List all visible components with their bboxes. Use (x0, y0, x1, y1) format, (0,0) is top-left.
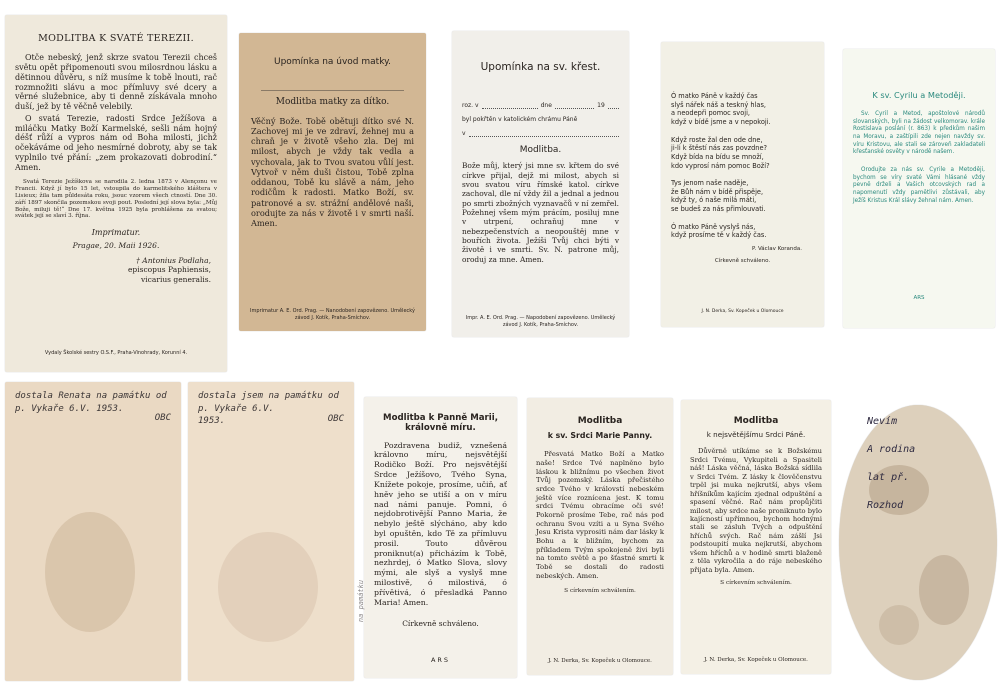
prayer-text: Důvěrně utíkáme se k Božskému Srdci Tvému, Vykupiteli a Spasiteli náš! Láska věčná, láska Božská sídlila v Srdci Tvém. Z lásky k člověčenstvu trpěl jsi muka nejkrutší, abys všem hříšníkům kajícím zjednal odpuštění a spasení věčné. Rač nám propůjčiti milost, aby srdce naše proniknuto bylo kajícností upřímnou, bychom hodnými stali se zásluh Tvých a odpuštění hříchů svých. Rač nám zášlí Jsi podstoupití muka nejkrutší, abychom všem hříchů a v hodině smrti blaženě z těla vykročila a do ráje nebeského přijata byla. Amen. (690, 447, 822, 574)
card-footer: J. N. Derka, Sv. Kopeček u Olomouce. (704, 656, 808, 663)
signature-block (15, 256, 211, 284)
poem-author: P. Václav Koranda. (751, 245, 802, 252)
approval-note: Církevně schváleno. (714, 257, 771, 264)
prayer-text: Bože můj, který jsi mne sv. křtem do své církve přijal, dejž mi milost, abych si svou svatou víru římské katol. církve zachoval, dle ní vždy žil a jednal a jednou po smrti zbožných vyznavačů v ní zemřel. Požehnej všem mým prácím, posiluj mne v utrpení, ochraňuj mne v nebezpečenstvích a neopouštěj mne v bouřích života. Ježíši Tvůj chci býti v životě i ve smrti. Sv. N. patrone můj, oroduj za mne. Amen. (462, 161, 619, 264)
divider (261, 90, 404, 91)
record-label: dne (540, 101, 552, 109)
record-label: 19 (597, 101, 605, 109)
card-sacred-heart-prayer (681, 400, 831, 674)
record-line (462, 130, 619, 137)
handwritten-note: dostala jsem na památku od p. Vykaře 6.V. 1953. (198, 391, 339, 427)
card-footer: J. N. Derka, Sv. Kopeček u Olomouce. (548, 657, 652, 664)
card-heart-of-mary-prayer (527, 398, 673, 675)
handwritten-initials: OBC (327, 413, 344, 424)
side-handwritten-note: na památku (357, 579, 366, 623)
card-footer: Impr. A. E. Ord. Prag. — Napodobení zapovězeno. Umělecký závod J. Kotík, Praha-Smíchov. (465, 315, 616, 328)
card-back-handwritten (188, 382, 354, 681)
approval-note: Církevně schváleno. (402, 619, 479, 629)
card-title: Modlitba (577, 416, 623, 426)
card-title: K sv. Cyrilu a Metoději. (872, 90, 966, 100)
history-text: Sv. Cyril a Metod, apoštolové národů slovanských, byli na žádost velkomorav. krále Rostislava poslání (r. 863) k předkům našim na Moravu, a zaštípili zde nejen navždy sv. víru Kristovu, ale stali se zároveň zakladateli křesťanské osvěty v národě našem. (853, 110, 985, 156)
card-footer: ARS (913, 294, 925, 301)
record-line: byl pokřtěn v katolickém chrámu Páně (462, 115, 578, 123)
imprimatur: Imprimatur. (91, 228, 141, 238)
biography-text: Svatá Terezie Ježíškova se narodila 2. ledna 1873 v Alençonu ve Francii. Když jí bylo 15 let, vstoupila do karmelitského kláštera v Lisieux; žila tam půldesáta roku, jsouc vzorem všech ctností. Dne 30. září 1897 skončila pozemskou svoji pout. Poslední její slova byla: „Můj Bože, miluji tě!“ Dne 17. května 1925 byla prohlášena za svatou; svátek její se slaví 3. října. (15, 179, 217, 220)
handwritten-initials: OBC (154, 413, 171, 424)
handwritten-note: dostala Renata na památku od p. Vykaře 6.V. 1953. (15, 391, 167, 414)
card-marian-poem (661, 42, 824, 327)
card-prayer-st-theresa (5, 15, 227, 372)
place-date: Pragae, 20. Maii 1926. (72, 240, 160, 250)
approval-note: S církevním schválením. (720, 580, 792, 586)
card-title: MODLITBA K SVATÉ TEREZII. (38, 33, 194, 44)
card-cyril-methodius (843, 49, 995, 328)
card-queen-of-peace-prayer (357, 397, 517, 678)
card-mothers-prayer (239, 33, 426, 331)
card-subtitle: k sv. Srdci Marie Panny. (547, 430, 653, 440)
paper-stain (919, 555, 969, 625)
prayer-text: Orodujte za nás sv. Cyrile a Metoději, bychom se víry svaté Vámi hlásané vždy pevně drželi a Vašich otcovských rad a napomenutí vždy pamětlivi zůstávali, aby Ježíš Kristus Král slávy žehnal nám. Amen. (853, 166, 985, 204)
prayer-text: O svatá Terezie, radosti Srdce Ježíšova a miláčku Matky Boží Karmelské, sešli nám hojný déšť růží a vypros nám od Boha milosti, jichž očekáváme od jeho nesmírné dobroty, aby se tak vyplnilo tvé přání: „zem prokazovati dobrodiní.“ Amen. (15, 113, 217, 172)
card-footer: Imprimatur A. E. Ord. Prag. — Nanodobení zapovězeno. Umělecký závod J. Kotík, Praha-Smíchov. (250, 308, 415, 321)
record-label: v (462, 129, 466, 137)
signature-line: episcopus Paphiensis, (127, 265, 211, 275)
card-footer: J. N. Derka, Sv. Kopeček u Olomouce (701, 309, 784, 315)
card-header: Upomínka na úvod matky. (273, 57, 391, 67)
card-footer: Vydaly Školské sestry O.S.F., Praha-Vinohrady, Korunní 4. (44, 349, 188, 356)
prayer-text: Věčný Bože. Tobě obětuji dítko své N. Zachovej mi je ve zdraví, žehnej mu a chraň je v životě všeho zla. Dej mi milost, abych je vždy tak vedla a vychovala, jak to Tvou svatou vůlí jest. Vytvoř v něm duši čistou, Tobě zplna oddanou, Tobě ku slávě a nám, jeho rodičům k radosti. Matko Boží, sv. patronové a sv. strážní andělové naši, orodujte za nás v životě i v smrti naší. Amen. (251, 115, 414, 229)
card-footer: ARS (430, 655, 451, 664)
card-oval-back (839, 405, 997, 680)
handwritten-note: Nevím A rodina lat př. Rozhod (867, 416, 916, 511)
card-title: Modlitba (733, 416, 779, 426)
signature-line: vicarius generalis. (141, 274, 211, 284)
card-subtitle: k nejsvětějšímu Srdci Páně. (706, 429, 806, 439)
card-title: Upomínka na sv. křest. (480, 61, 601, 73)
card-title: Modlitba matky za dítko. (275, 96, 390, 107)
card-baptism-remembrance (452, 31, 629, 337)
prayer-text: Pozdravena budiž, vznešená královno míru, nejsvětější Rodičko Boží. Pro nejsvětější Srdce Ježíšovo, Tvého Syna, Knížete pokoje, prosíme, učiň, ať hněv jeho se utiší a on v míru nad námi panuje. Pomni, ó nejdobrotivější Panno Maria, že nebylo ještě slýcháno, aby kdo byl opuštěn, kdo Tě za přímluvu prosil. Touto důvěrou proniknut(a) přicházím k Tobě, nezhrdej, ó Matko Slova, slovy mými, ale slyš a vyslyš mne milostivě, ó milostivá, ó přívětivá, ó přesladká Panno Maria! Amen. (374, 440, 507, 607)
poem-text: Ó matko Páně v každý čas slyš nářek náš a teskný hlas, a neodepři pomoc svoji, když v bídě jsme a v nepokoji. Když roste žal den ode dne, ji-li k štěstí nás zas povzdne? Když bída na bídu se množí, kdo vyprosí nám pomoc Boží? Tys jenom naše naděje, že Bůh nám v bídě přispěje, když ty, ó naše milá máti, se budeš za nás přimlouvati. Ó matko Páně vyslyš nás, když prosíme tě v každý čas. (671, 92, 771, 240)
prayer-text: Otče nebeský, jenž skrze svatou Terezii chceš světu opět připomenouti svou milosrdnou lásku a dětinnou důvěru, s níž musíme k tobě lnouti, rač rozmnožiti slávu a moc přímluvy své dcery a věrné služebnice, aby ti denně získávala mnoho duší, jež by tě věčně velebily. (15, 53, 217, 112)
prayer-text: Přesvatá Matko Boží a Matko naše! Srdce Tvé naplněno bylo láskou k bližnímu po všechen život Tvůj pozemský. Láska přečistého srdce Tvého v královstí nebeském ještě více roznícena jest. K tomu srdci Tvému obracíme oči své! Pokorně prosíme Tebe, rač nás pod ochranu Svou vzíti a u Syna Svého Jesu Krista vyprositi nám dar lásky k Bohu a k bližním, bychom za příkladem Tvým spokojeně živi byli na tomto světě a po šťastné smrti k Tobě se dostali do radosti nebeských. Amen. (536, 450, 664, 580)
prayer-title: Modlitba. (519, 144, 562, 155)
record-line (462, 102, 619, 109)
signature-line: † Antonius Podlaha, (136, 255, 211, 265)
paper-stain (879, 605, 919, 645)
card-back-handwritten (5, 382, 181, 681)
record-label: roz. v (462, 101, 479, 109)
approval-note: S církevním schválením. (564, 588, 636, 595)
card-title: Modlitba k Panně Marii, královně míru. (383, 413, 498, 434)
